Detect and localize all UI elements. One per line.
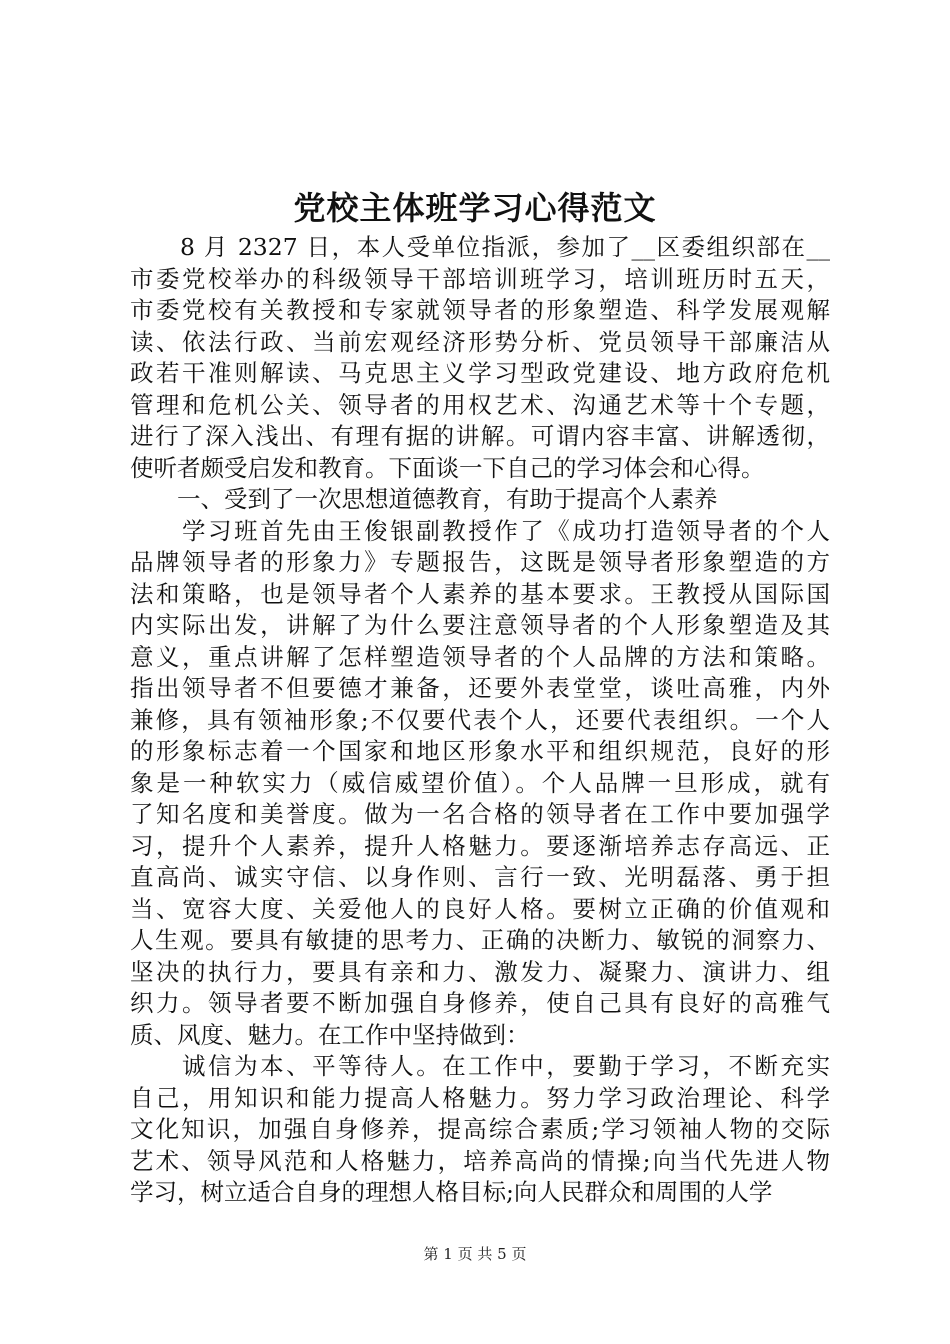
body-line: 法和策略，也是领导者个人素养的基本要求。王教授从国际国: [130, 579, 830, 608]
body-line: 织力。领导者要不断加强自身修养，使自己具有良好的高雅气: [130, 989, 830, 1017]
body-line: 市委党校有关教授和专家就领导者的形象塑造、科学发展观解: [130, 296, 830, 324]
body-line: 艺术、领导风范和人格魅力，培养高尚的情操;向当代先进人物: [130, 1146, 830, 1175]
body-line: 市委党校举办的科级领导干部培训班学习，培训班历时五天，: [130, 264, 830, 293]
body-line: 人生观。要具有敏捷的思考力、正确的决断力、敏锐的洞察力、: [130, 926, 830, 954]
body-line: 学习，树立适合自身的理想人格目标;向人民群众和周围的人学: [130, 1178, 773, 1206]
body-line: 8 月 2327 日，本人受单位指派，参加了__区委组织部在__: [130, 233, 830, 261]
body-line: 象是一种软实力（威信威望价值）。个人品牌一旦形成，就有: [130, 768, 830, 797]
body-line: 质、风度、魅力。在工作中坚持做到：: [130, 1020, 530, 1049]
body-line: 意义，重点讲解了怎样塑造领导者的个人品牌的方法和策略。: [130, 642, 830, 671]
body-line: 坚决的执行力，要具有亲和力、激发力、凝聚力、演讲力、组: [130, 957, 830, 986]
page-footer: 第 1 页 共 5 页: [423, 1245, 527, 1263]
body-line: 文化知识，加强自身修养，提高综合素质;学习领袖人物的交际: [130, 1115, 830, 1143]
body-line: 的形象标志着一个国家和地区形象水平和组织规范，良好的形: [130, 737, 830, 765]
body-line: 学习班首先由王俊银副教授作了《成功打造领导者的个人: [130, 516, 830, 545]
body-line: 自己，用知识和能力提高人格魅力。努力学习政治理论、科学: [130, 1083, 830, 1112]
document-title: 党校主体班学习心得范文: [293, 189, 657, 227]
body-line: 使听者颇受启发和教育。下面谈一下自己的学习体会和心得。: [130, 453, 765, 482]
body-line: 了知名度和美誉度。做为一名合格的领导者在工作中要加强学: [130, 800, 830, 828]
body-line: 政若干准则解读、马克思主义学习型政党建设、地方政府危机: [130, 359, 830, 387]
body-line: 当、宽容大度、关爱他人的良好人格。要树立正确的价值观和: [130, 894, 830, 923]
body-line: 读、依法行政、当前宏观经济形势分析、党员领导干部廉洁从: [130, 327, 830, 356]
body-line: 内实际出发，讲解了为什么要注意领导者的个人形象塑造及其: [130, 611, 830, 639]
document-body: [130, 232, 830, 1209]
body-line: 直高尚、诚实守信、以身作则、言行一致、光明磊落、勇于担: [130, 863, 830, 891]
body-line: 进行了深入浅出、有理有据的讲解。可谓内容丰富、讲解透彻，: [130, 422, 830, 450]
body-line: 管理和危机公关、领导者的用权艺术、沟通艺术等十个专题，: [130, 390, 830, 419]
body-line: 诚信为本、平等待人。在工作中，要勤于学习，不断充实: [130, 1052, 830, 1080]
body-line: 兼修，具有领袖形象;不仅要代表个人，还要代表组织。一个人: [130, 705, 830, 734]
body-line: 品牌领导者的形象力》专题报告，这既是领导者形象塑造的方: [130, 548, 830, 576]
body-line: 习，提升个人素养，提升人格魅力。要逐渐培养志存高远、正: [130, 831, 830, 860]
body-line: 指出领导者不但要德才兼备，还要外表堂堂，谈吐高雅，内外: [130, 674, 830, 702]
body-line: 一、受到了一次思想道德教育，有助于提高个人素养: [130, 485, 718, 513]
